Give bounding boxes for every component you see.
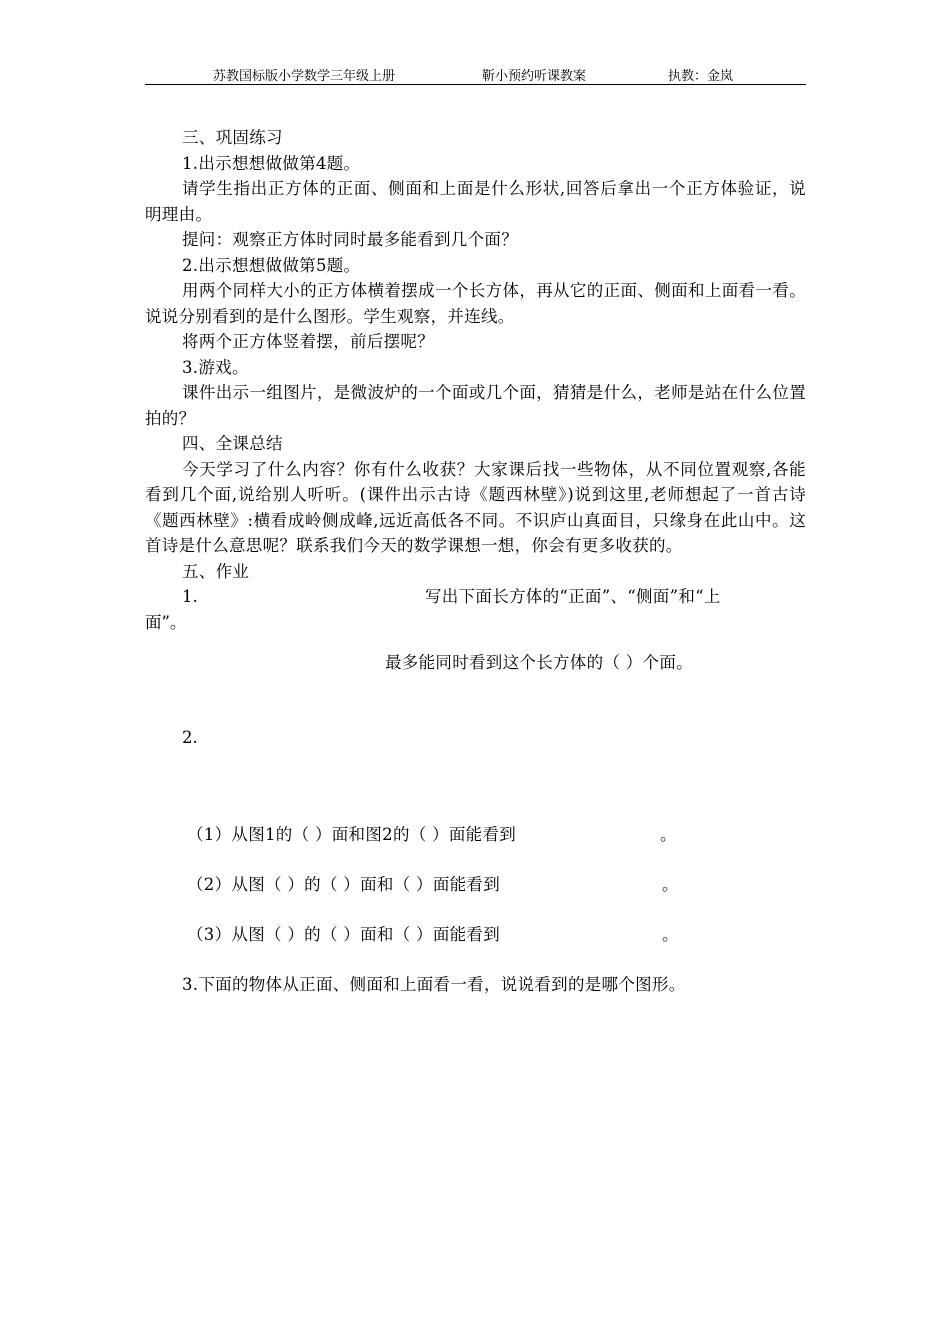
practice-item-2: 2.出示想想做做第5题。 <box>182 255 361 275</box>
header-textbook: 苏教国标版小学数学三年级上册 <box>213 69 396 84</box>
homework-item-1-max-faces: 最多能同时看到这个长方体的（ ）个面。 <box>385 653 693 672</box>
homework-item-1-continuation: 面”。 <box>145 612 187 632</box>
section-heading-homework: 五、作业 <box>182 561 250 581</box>
homework-lower <box>145 0 806 1344</box>
homework-item-2-question-2-end: 。 <box>662 875 679 894</box>
section-heading-summary: 四、全课总结 <box>182 434 283 453</box>
homework-item-3: 3.下面的物体从正面、侧面和上面看一看，说说看到的是哪个图形。 <box>182 975 686 994</box>
practice-item-2-detail: 用两个同样大小的正方体横着摆成一个长方体，再从它的正面、侧面和上面看一看。说说分别看到的是什么图形。学生观察，并连线。 <box>145 281 806 326</box>
practice-item-1-question: 提问：观察正方体时同时最多能看到几个面？ <box>182 230 518 249</box>
homework-item-2-question-1-end: 。 <box>660 825 677 844</box>
header-teacher: 执教：金岚 <box>668 69 734 84</box>
practice-item-2-question: 将两个正方体竖着摆，前后摆呢？ <box>182 332 434 351</box>
practice-item-1-detail: 请学生指出正方体的正面、侧面和上面是什么形状,回答后拿出一个正方体验证，说明理由。 <box>145 179 806 224</box>
practice-item-3-detail: 课件出示一组图片，是微波炉的一个面或几个面，猜猜是什么，老师是站在什么位置拍的？ <box>145 383 806 428</box>
practice-item-1: 1.出示想想做做第4题。 <box>182 153 361 173</box>
header-lesson-type: 靳小预约听课教案 <box>482 69 587 84</box>
homework-item-2-question-3-end: 。 <box>662 925 679 944</box>
practice-item-3: 3.游戏。 <box>182 357 249 377</box>
summary-paragraph: 今天学习了什么内容？你有什么收获？大家课后找一些物体，从不同位置观察,各能看到几个面,说给别人听听。(课件出示古诗《题西林壁》)说到这里,老师想起了一首古诗《题西林壁》:横看成岭侧成峰,远近高低各不同。不识庐山真面目，只缘身在此山中。这首诗是什么意思呢？联系我们今天的数学课想一想，你会有更多收获的。 <box>145 459 806 555</box>
homework-item-2-question-3: （3）从图（ ）的（ ）面和（ ）面能看到 <box>187 925 501 944</box>
section-heading-practice: 三、巩固练习 <box>182 128 283 147</box>
homework-item-1-number: 1. <box>182 587 198 606</box>
homework-item-1-text: 写出下面长方体的“正面”、“侧面”和“上 <box>425 587 721 606</box>
homework-item-2-question-2: （2）从图（ ）的（ ）面和（ ）面能看到 <box>187 875 501 894</box>
homework-item-2-question-1: （1）从图1的（ ）面和图2的（ ）面能看到 <box>187 825 517 844</box>
homework-item-2-number: 2. <box>182 728 198 747</box>
